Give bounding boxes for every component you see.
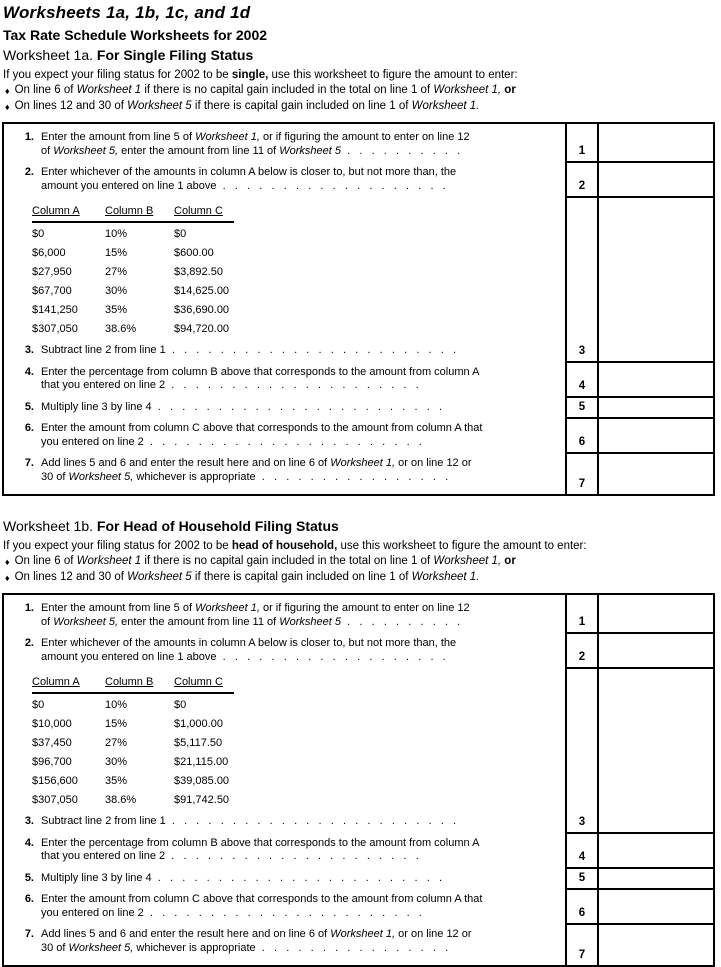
rate-cell: 30% — [105, 756, 128, 768]
worksheet-1a-box — [2, 122, 715, 496]
rate-cell: $1,000.00 — [174, 718, 223, 730]
entry-box-1a-5[interactable] — [597, 396, 713, 418]
diamond-bullet-icon: ♦ — [5, 102, 10, 112]
worksheet-1a-bullet-1 — [3, 83, 715, 99]
rate-cell: $94,720.00 — [174, 323, 230, 335]
item-2-text — [4, 161, 565, 196]
worksheet-1a-intro: If you expect your filing status for 2002 to be single, use this worksheet to figure the amount to enter: — [3, 69, 518, 81]
worksheet-1a-section — [2, 46, 715, 496]
rate-table-row — [32, 301, 234, 320]
bullet-text: On lines 12 and 30 of Worksheet 5 if there is capital gain included on line 1 of Worksheet 1. — [14, 571, 480, 583]
entry-box-1a-7[interactable] — [597, 452, 713, 494]
rate-cell: $141,250 — [32, 304, 78, 316]
line-number-2: 2 — [565, 161, 597, 196]
rate-table-header: Column C — [174, 205, 223, 217]
rate-cell: $37,450 — [32, 737, 72, 749]
item-number: 1. — [24, 602, 34, 614]
worksheet-row-3 — [4, 667, 713, 832]
rate-cell: 10% — [105, 228, 128, 240]
entry-box-1b-2[interactable] — [597, 632, 713, 667]
rate-cell: $96,700 — [32, 756, 72, 768]
item-number: 6. — [24, 893, 34, 905]
rate-cell: $307,050 — [32, 794, 78, 806]
rate-table-header: Column A — [32, 676, 80, 688]
item-text-line: you entered on line 2 . . . . . . . . . . . . . . . . . . . . . . . — [41, 906, 422, 919]
item-number: 4. — [24, 365, 34, 378]
line-number-4: 4 — [565, 832, 597, 867]
rate-table-row — [32, 244, 234, 263]
line-number-1: 1 — [565, 124, 597, 161]
rate-cell: $0 — [174, 228, 187, 240]
entry-box-1b-3[interactable] — [597, 667, 713, 832]
item-text-line: Subtract line 2 from line 1 . . . . . . . . . . . . . . . . . . . . . . . . — [41, 815, 457, 827]
worksheet-row-3 — [4, 196, 713, 361]
bullet-text: On line 6 of Worksheet 1 if there is no capital gain included in the total on line 1 of Worksheet 1, or — [14, 555, 516, 567]
item-number: 3. — [24, 815, 34, 827]
item-6-text — [4, 417, 565, 452]
entry-box-1b-1[interactable] — [597, 595, 713, 632]
rate-cell: $3,892.50 — [174, 266, 223, 278]
rate-table-row — [32, 693, 234, 715]
item-1-text — [4, 595, 565, 632]
item-2-text — [4, 632, 565, 667]
item-text-line: Enter the amount from line 5 of Worksheet 1, or if figuring the amount to enter on line 12 — [41, 131, 470, 143]
entry-box-1a-6[interactable] — [597, 417, 713, 452]
line-number-5: 5 — [565, 867, 597, 889]
item-text-line: that you entered on line 2 . . . . . . . . . . . . . . . . . . . . . — [41, 379, 419, 391]
worksheet-row-6 — [4, 888, 713, 923]
item-5-text — [4, 867, 565, 889]
diamond-bullet-icon: ♦ — [5, 557, 10, 567]
item-text-line: 30 of Worksheet 5, whichever is appropriate . . . . . . . . . . . . . . . . — [41, 470, 449, 483]
rate-cell: $67,700 — [32, 285, 72, 297]
document-title: Worksheets 1a, 1b, 1c, and 1d — [3, 3, 251, 22]
diamond-bullet-icon: ♦ — [5, 86, 10, 96]
rate-table-row — [32, 791, 234, 810]
rate-table-row — [32, 753, 234, 772]
rate-cell: $10,000 — [32, 718, 72, 730]
rate-table-1b — [32, 675, 234, 810]
rate-cell: 30% — [105, 285, 128, 297]
item-text-line: Enter the percentage from column B above that corresponds to the amount from column A — [41, 836, 480, 849]
worksheet-row-5 — [4, 867, 713, 889]
item-number: 7. — [24, 457, 34, 469]
item-number: 4. — [24, 836, 34, 849]
rate-table-row — [32, 222, 234, 244]
item-text-line: Enter the percentage from column B above that corresponds to the amount from column A — [41, 365, 480, 378]
entry-box-1b-5[interactable] — [597, 867, 713, 889]
item-1-text — [4, 124, 565, 161]
line-number-5: 5 — [565, 396, 597, 418]
rate-table-row — [32, 282, 234, 301]
item-5-text — [4, 396, 565, 418]
item-number: 5. — [24, 400, 34, 413]
entry-box-1a-4[interactable] — [597, 361, 713, 396]
line-number-2: 2 — [565, 632, 597, 667]
line-number-1: 1 — [565, 595, 597, 632]
rate-table-1a — [32, 204, 234, 339]
item-text-line: Add lines 5 and 6 and enter the result here and on line 6 of Worksheet 1, or on line 12 or — [41, 928, 472, 940]
rate-table-header-row — [32, 204, 234, 222]
rate-table-header: Column A — [32, 205, 80, 217]
entry-box-1a-1[interactable] — [597, 124, 713, 161]
item-number: 3. — [24, 344, 34, 356]
item-text-line: Enter the amount from line 5 of Worksheet 1, or if figuring the amount to enter on line 12 — [41, 602, 470, 614]
item-text-line: amount you entered on line 1 above . . . . . . . . . . . . . . . . . . . — [41, 179, 446, 192]
item-text-line: you entered on line 2 . . . . . . . . . . . . . . . . . . . . . . . — [41, 435, 422, 448]
item-number: 6. — [24, 422, 34, 434]
item-text-line: Subtract line 2 from line 1 . . . . . . . . . . . . . . . . . . . . . . . . — [41, 344, 457, 356]
rate-table-header-row — [32, 675, 234, 693]
item-text-line: Enter the amount from column C above that corresponds to the amount from column A that — [41, 893, 483, 905]
worksheet-1b-section — [2, 517, 715, 967]
rate-cell: $0 — [174, 699, 187, 711]
rate-cell: $36,690.00 — [174, 304, 230, 316]
rate-table-header: Column B — [105, 676, 154, 688]
worksheet-1b-bullet-2 — [3, 570, 715, 586]
line-number-7: 7 — [565, 923, 597, 965]
rate-table-row — [32, 734, 234, 753]
item-text-line: that you entered on line 2 . . . . . . . . . . . . . . . . . . . . . — [41, 850, 419, 862]
item-4-text — [4, 832, 565, 867]
worksheet-row-7 — [4, 923, 713, 965]
line-number-4: 4 — [565, 361, 597, 396]
document-subtitle: Tax Rate Schedule Worksheets for 2002 — [3, 27, 268, 43]
item-3-text — [4, 667, 565, 832]
item-text-line: Enter the amount from column C above that corresponds to the amount from column A that — [41, 422, 483, 434]
rate-cell: 15% — [105, 718, 128, 730]
rate-cell: $0 — [32, 228, 45, 240]
item-6-text — [4, 888, 565, 923]
item-number: 2. — [24, 637, 34, 649]
item-7-text — [4, 452, 565, 494]
line-number-6: 6 — [565, 417, 597, 452]
rate-cell: 35% — [105, 304, 128, 316]
rate-cell: 38.6% — [105, 323, 137, 335]
item-number: 5. — [24, 871, 34, 884]
rate-table-header: Column B — [105, 205, 154, 217]
item-text-line: of Worksheet 5, enter the amount from line 11 of Worksheet 5 . . . . . . . . . . — [41, 615, 461, 628]
rate-cell: $39,085.00 — [174, 775, 230, 787]
item-text-line: Add lines 5 and 6 and enter the result here and on line 6 of Worksheet 1, or on line 12 or — [41, 457, 472, 469]
entry-box-1a-2[interactable] — [597, 161, 713, 196]
worksheet-row-1 — [4, 595, 713, 632]
worksheet-row-2 — [4, 632, 713, 667]
item-7-text — [4, 923, 565, 965]
worksheet-1a-bullet-2 — [3, 99, 715, 115]
rate-cell: $156,600 — [32, 775, 78, 787]
worksheet-1b-heading: Worksheet 1b. For Head of Household Filing Status — [3, 518, 339, 534]
entry-box-1a-3[interactable] — [597, 196, 713, 361]
rate-cell: $600.00 — [174, 247, 214, 259]
rate-table-row — [32, 715, 234, 734]
worksheet-row-1 — [4, 124, 713, 161]
item-text-line: 30 of Worksheet 5, whichever is appropriate . . . . . . . . . . . . . . . . — [41, 941, 449, 954]
entry-box-1b-4[interactable] — [597, 832, 713, 867]
bullet-text: On lines 12 and 30 of Worksheet 5 if there is capital gain included on line 1 of Worksheet 1. — [14, 100, 480, 112]
worksheet-row-4 — [4, 361, 713, 396]
rate-table-header: Column C — [174, 676, 223, 688]
item-text-line: amount you entered on line 1 above . . . . . . . . . . . . . . . . . . . — [41, 650, 446, 663]
worksheet-row-4 — [4, 832, 713, 867]
rate-cell: 38.6% — [105, 794, 137, 806]
item-3-text — [4, 196, 565, 361]
entry-box-1b-6[interactable] — [597, 888, 713, 923]
worksheet-row-6 — [4, 417, 713, 452]
rate-cell: 15% — [105, 247, 128, 259]
rate-cell: $21,115.00 — [174, 756, 229, 768]
item-text-line: Enter whichever of the amounts in column A below is closer to, but not more than, the — [41, 166, 457, 178]
item-text-line: Enter whichever of the amounts in column A below is closer to, but not more than, the — [41, 637, 457, 649]
rate-table-row — [32, 263, 234, 282]
item-text-line: Multiply line 3 by line 4 . . . . . . . . . . . . . . . . . . . . . . . . — [41, 400, 443, 413]
diamond-bullet-icon: ♦ — [5, 573, 10, 583]
line-number-3: 3 — [565, 667, 597, 832]
item-number: 7. — [24, 928, 34, 940]
worksheet-1a-heading: Worksheet 1a. For Single Filing Status — [3, 47, 254, 63]
rate-cell: 35% — [105, 775, 128, 787]
bullet-text: On line 6 of Worksheet 1 if there is no capital gain included in the total on line 1 of Worksheet 1, or — [14, 84, 516, 96]
rate-table-row — [32, 772, 234, 791]
item-number: 2. — [24, 166, 34, 178]
rate-cell: $27,950 — [32, 266, 72, 278]
rate-cell: 10% — [105, 699, 128, 711]
rate-cell: $5,117.50 — [174, 737, 223, 749]
rate-table-row — [32, 320, 234, 339]
worksheet-1b-box — [2, 593, 715, 967]
item-number: 1. — [24, 131, 34, 143]
entry-box-1b-7[interactable] — [597, 923, 713, 965]
rate-cell: 27% — [105, 737, 128, 749]
rate-cell: $6,000 — [32, 247, 66, 259]
item-4-text — [4, 361, 565, 396]
rate-cell: $91,742.50 — [174, 794, 230, 806]
rate-cell: $307,050 — [32, 323, 78, 335]
worksheet-1b-intro: If you expect your filing status for 2002 to be head of household, use this worksheet to figure the amount to enter: — [3, 540, 587, 552]
rate-cell: $0 — [32, 699, 45, 711]
item-text-line: of Worksheet 5, enter the amount from line 11 of Worksheet 5 . . . . . . . . . . — [41, 144, 461, 157]
rate-cell: 27% — [105, 266, 128, 278]
rate-cell: $14,625.00 — [174, 285, 230, 297]
worksheet-1b-bullet-1 — [3, 554, 715, 570]
line-number-7: 7 — [565, 452, 597, 494]
line-number-3: 3 — [565, 196, 597, 361]
line-number-6: 6 — [565, 888, 597, 923]
worksheet-row-7 — [4, 452, 713, 494]
item-text-line: Multiply line 3 by line 4 . . . . . . . . . . . . . . . . . . . . . . . . — [41, 871, 443, 884]
worksheet-row-5 — [4, 396, 713, 418]
worksheet-row-2 — [4, 161, 713, 196]
